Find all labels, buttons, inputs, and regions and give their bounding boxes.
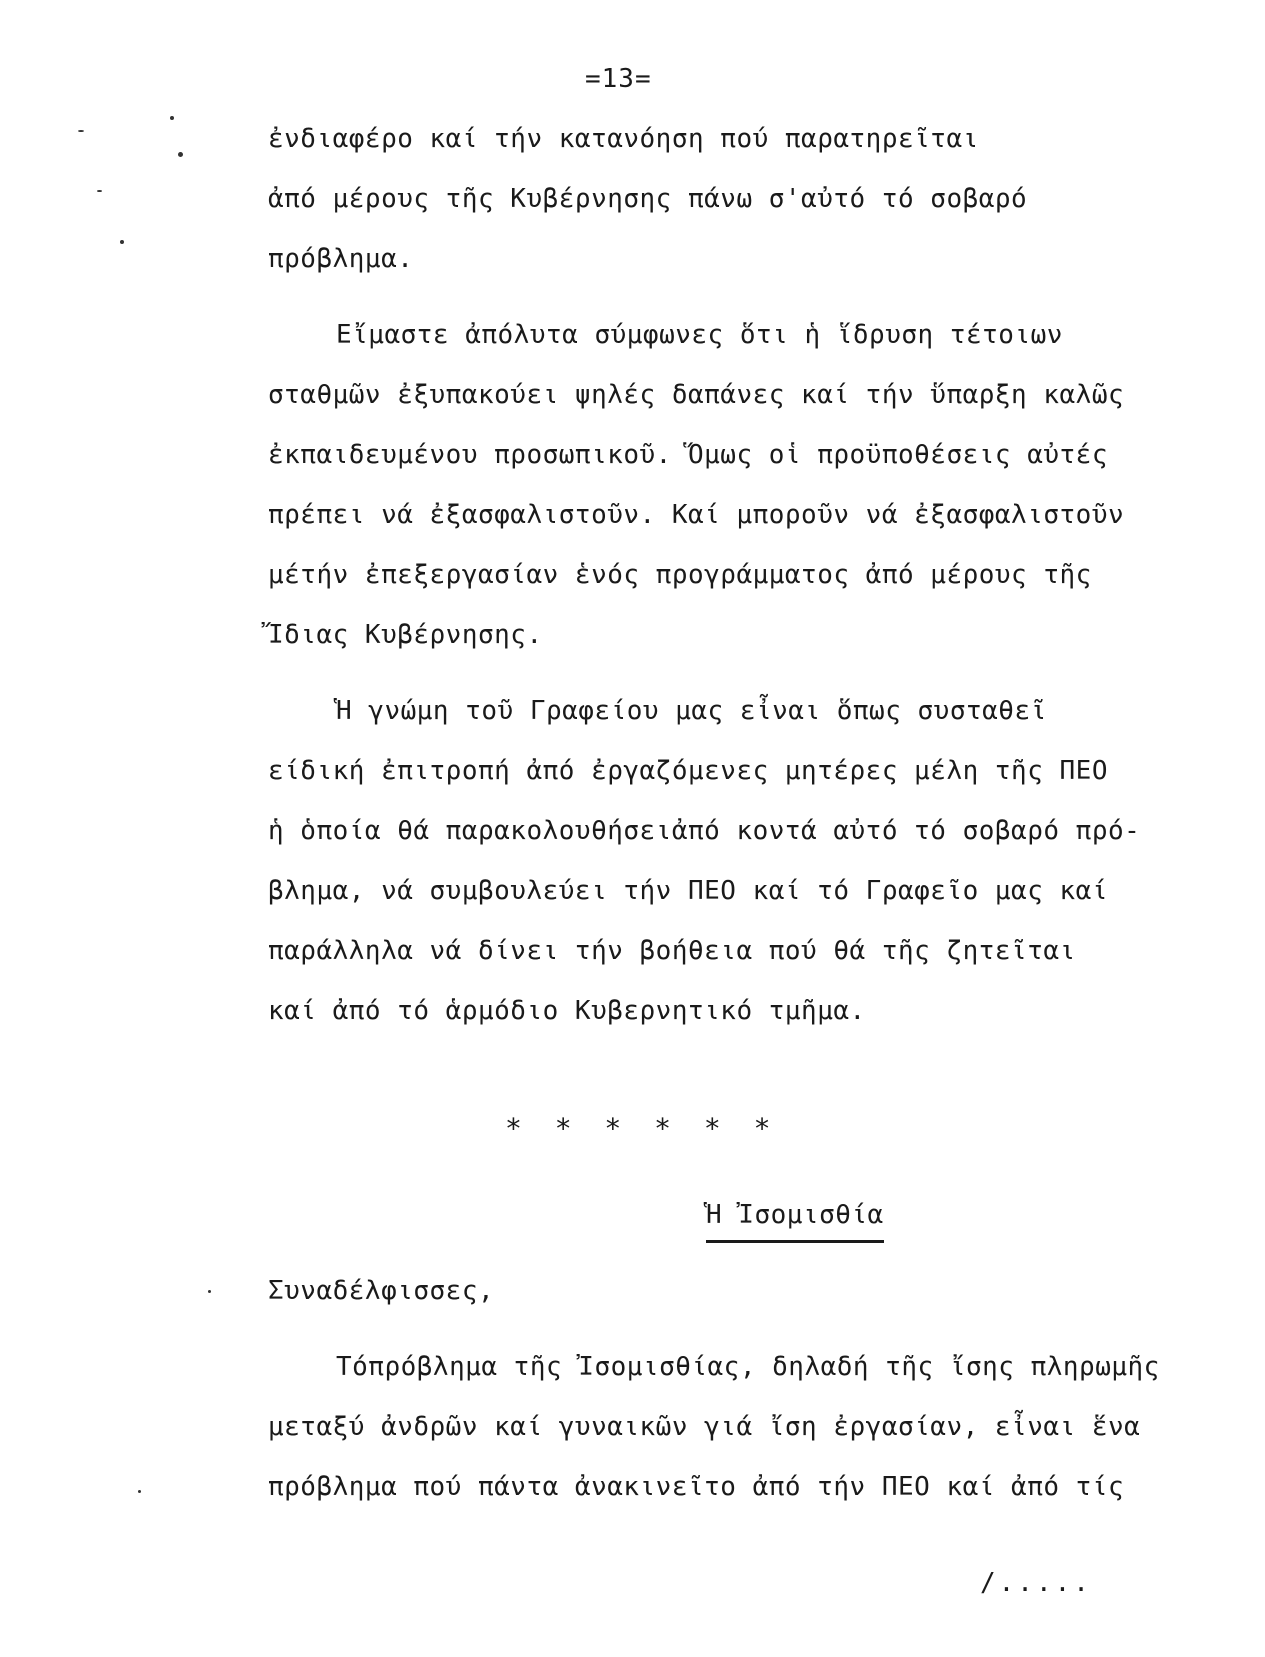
body-line: είδική ἐπιτροπή ἀπό ἐργαζόμενες μητέρες μέλη τῆς ΠΕΟ	[268, 756, 1108, 786]
body-line: Ἡ γνώμη τοῦ Γραφείου μας εἶναι ὅπως συσταθεῖ	[336, 696, 1047, 726]
section-separator: * * * * * *	[505, 1112, 779, 1145]
body-line: ἡ ὁποία θά παρακολουθήσειἀπό κοντά αὐτό τό σοβαρό πρό-	[268, 816, 1141, 846]
body-line: μεταξύ ἀνδρῶν καί γυναικῶν γιά ἴση ἐργασίαν, εἶναι ἕνα	[268, 1412, 1141, 1442]
body-line: Εἴμαστε ἀπόλυτα σύμφωνες ὅτι ἡ ἵδρυση τέτοιων	[336, 320, 1063, 350]
scan-speck	[78, 130, 84, 132]
body-line: παράλληλα νά δίνει τήν βοήθεια πού θά τῆς ζητεῖται	[268, 936, 1076, 966]
body-line: Ἴδιας Κυβέρνησης.	[268, 620, 543, 650]
body-line: ἐνδιαφέρο καί τήν κατανόηση πού παρατηρεῖται	[268, 124, 979, 154]
body-line: μέτήν ἐπεξεργασίαν ἑνός προγράμματος ἀπό μέρους τῆς	[268, 560, 1092, 590]
scan-speck	[138, 1490, 141, 1493]
body-line: πρέπει νά ἐξασφαλιστοῦν. Καί μποροῦν νά ἐξασφαλιστοῦν	[268, 500, 1125, 530]
scan-speck	[178, 152, 183, 157]
body-line: καί ἀπό τό ἁρμόδιο Κυβερνητικό τμῆμα.	[268, 996, 866, 1026]
body-line: βλημα, νά συμβουλεύει τήν ΠΕΟ καί τό Γραφεῖο μας καί	[268, 876, 1108, 906]
body-line: ἐκπαιδευμένου προσωπικοῦ. Ὅμως οἱ προϋποθέσεις αὐτές	[268, 440, 1108, 470]
scan-speck	[97, 190, 102, 192]
body-line: πρόβλημα πού πάντα ἀνακινεῖτο ἀπό τήν ΠΕΟ καί ἀπό τίς	[268, 1472, 1125, 1502]
scan-speck	[120, 240, 124, 244]
body-line: Τόπρόβλημα τῆς Ἰσομισθίας, δηλαδή τῆς ἴσης πληρωμῆς	[336, 1352, 1160, 1382]
continuation-mark: /.....	[980, 1568, 1092, 1598]
body-line: πρόβλημα.	[268, 244, 414, 274]
scan-speck	[208, 1290, 211, 1293]
body-line: σταθμῶν ἐξυπακούει ψηλές δαπάνες καί τήν ὕπαρξη καλῶς	[268, 380, 1125, 410]
section-heading: Ἡ Ἰσομισθία	[706, 1200, 884, 1243]
page-number: =13=	[585, 64, 652, 94]
body-line: ἀπό μέρους τῆς Κυβέρνησης πάνω σ'αὐτό τό σοβαρό	[268, 184, 1028, 214]
scan-speck	[170, 116, 174, 120]
salutation: Συναδέλφισσες,	[268, 1276, 495, 1306]
